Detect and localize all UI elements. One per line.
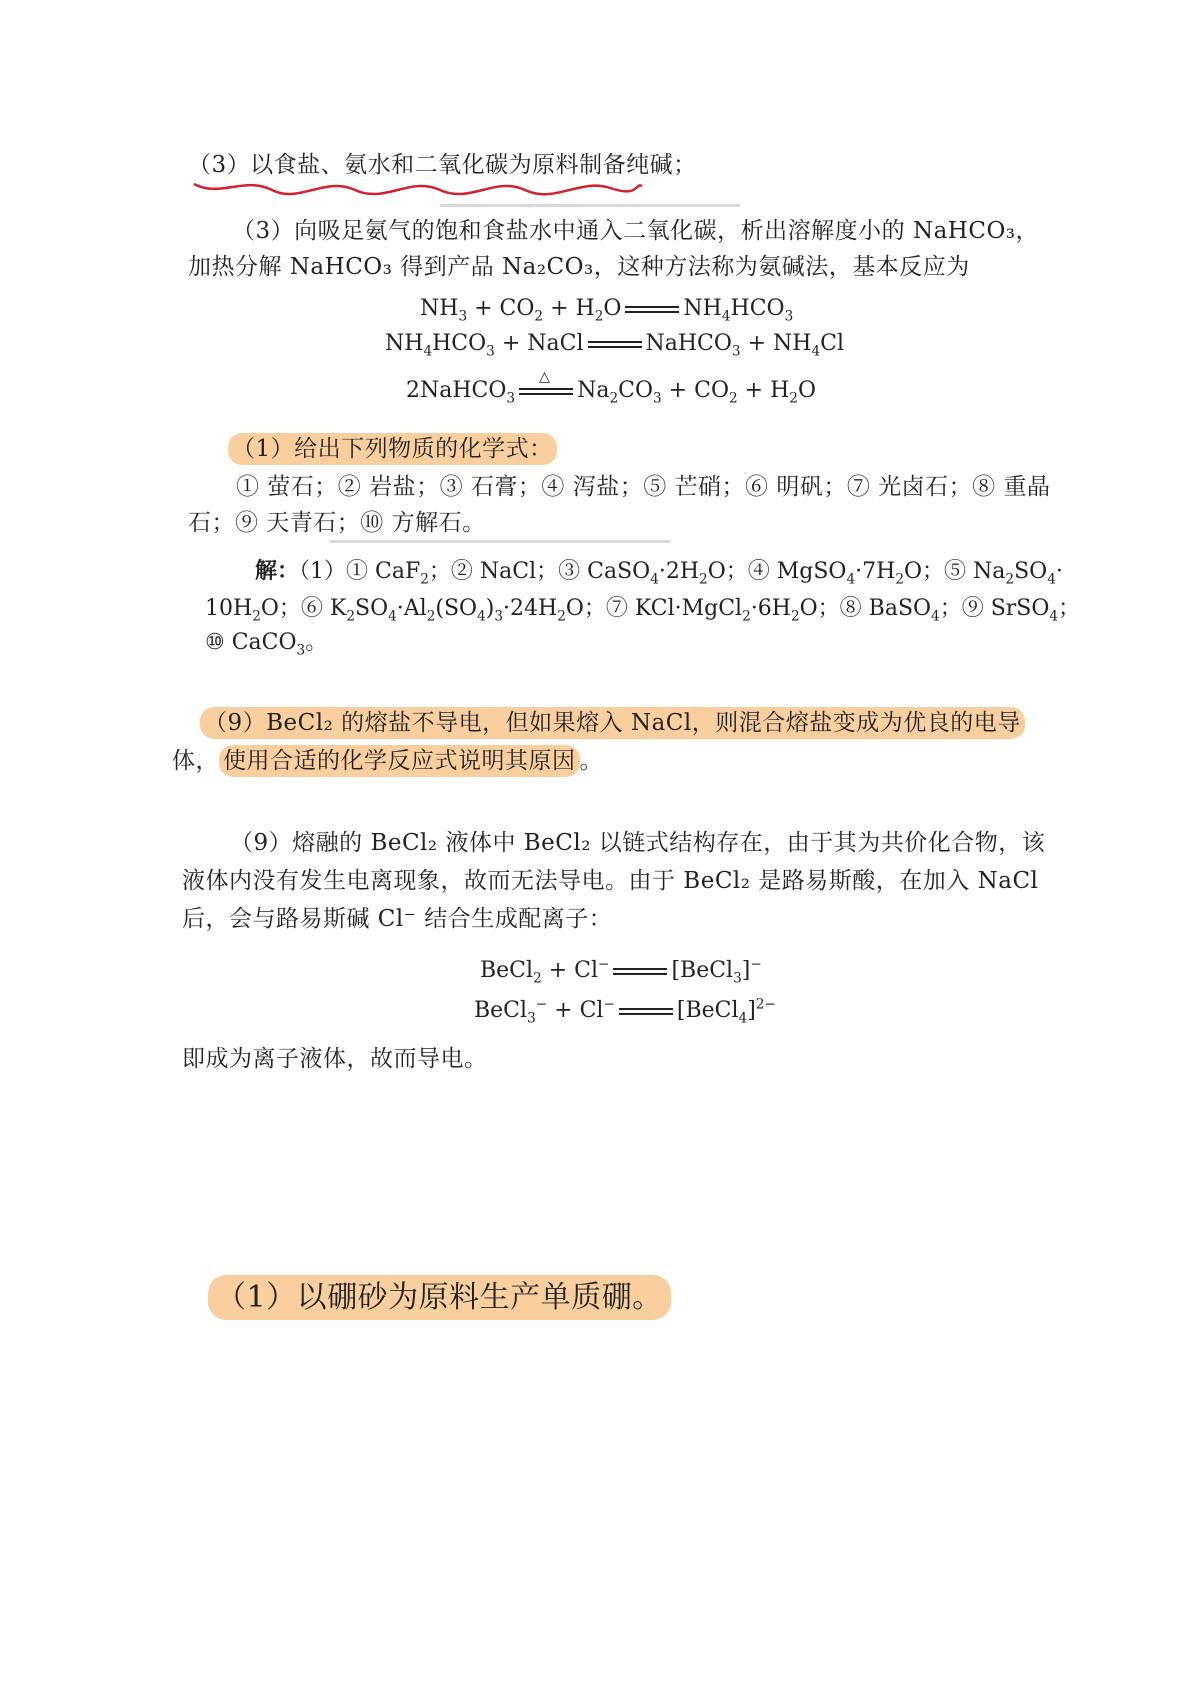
highlight: （1）以硼砂为原料生产单质硼。: [208, 1275, 671, 1320]
question-9-line2: [172, 748, 603, 776]
answer-1-line1: 解：（1）① CaF$_2$；② NaCl；③ $CaSO_4\cdot 2H_2O$；④ $MgSO_4\cdot 7H_2O$；⑤ $Na_2SO_4\cdot$: [255, 558, 1063, 588]
question-3-text: （3）以食盐、氨水和二氧化碳为原料制备纯碱；: [188, 152, 697, 178]
delta-symbol: △: [539, 369, 550, 385]
equation-4: BeCl$_2$ + Cl− [BeCl$_3$]−: [480, 956, 762, 987]
question-9-line2-start: 体，: [172, 748, 219, 774]
question-9-line1: [200, 710, 1025, 738]
answer-1-line2: $10H_2O$；⑥ $K_2SO_4\cdot Al_2(SO_4)_3\cdot 24H_2O$；⑦ $KCl\cdot MgCl_2\cdot 6H_2O$；⑧ BaSO$_4$；⑨ SrSO$_4$；: [205, 596, 1081, 625]
question-3: [188, 152, 697, 180]
answer-9-line1: （9）熔融的 BeCl₂ 液体中 BeCl₂ 以链式结构存在，由于其为共价化合物，该: [230, 830, 1046, 856]
question-1-line2: 石；⑨ 天青石；⑩ 方解石。: [188, 510, 486, 536]
answer-3-line1: （3）向吸足氨气的饱和食盐水中通入二氧化碳，析出溶解度小的 NaHCO₃，: [232, 218, 1040, 244]
question-1-title: [228, 436, 557, 464]
question-1-line1: ① 萤石；② 岩盐；③ 石膏；④ 泻盐；⑤ 芒硝；⑥ 明矾；⑦ 光卤石；⑧ 重晶: [236, 474, 1051, 500]
scan-smudge: [440, 204, 740, 207]
answer-9-line4: 即成为离子液体，故而导电。: [182, 1046, 488, 1072]
equation-2: $NH_4HCO_3$ + NaCl NaHCO$_3$ + $NH_4Cl$: [385, 331, 844, 360]
answer-prefix: 解：: [255, 558, 300, 584]
equation-1: $NH_3 + CO_2 + H_2O$ $NH_4HCO_3$: [420, 296, 794, 325]
equation-5: BeCl$_3$− + Cl− [BeCl$_4$]$^{2-}$: [474, 996, 776, 1027]
equation-3: 2NaHCO$_3$ △ $Na_2CO_3 + CO_2 + H_2O$: [406, 369, 816, 407]
question-9-line2-end: 。: [579, 748, 603, 774]
answer-1-line3: ⑩ CaCO$_3$。: [205, 630, 328, 659]
answer-9-line2: 液体内没有发生电离现象，故而无法导电。由于 BeCl₂ 是路易斯酸，在加入 NaCl: [182, 868, 1039, 894]
highlight: （1）给出下列物质的化学式：: [228, 433, 557, 465]
answer-3-line2: 加热分解 NaHCO₃ 得到产品 Na₂CO₃，这种方法称为氨碱法，基本反应为: [188, 254, 970, 280]
question-boron: [208, 1280, 671, 1316]
highlight: 使用合适的化学反应式说明其原因: [219, 745, 580, 777]
scan-smudge: [330, 540, 670, 543]
answer-9-line3: 后，会与路易斯碱 Cl⁻ 结合生成配离子：: [182, 906, 613, 932]
highlight: （9）BeCl₂ 的熔盐不导电，但如果熔入 NaCl，则混合熔盐变成为优良的电导: [200, 707, 1025, 739]
